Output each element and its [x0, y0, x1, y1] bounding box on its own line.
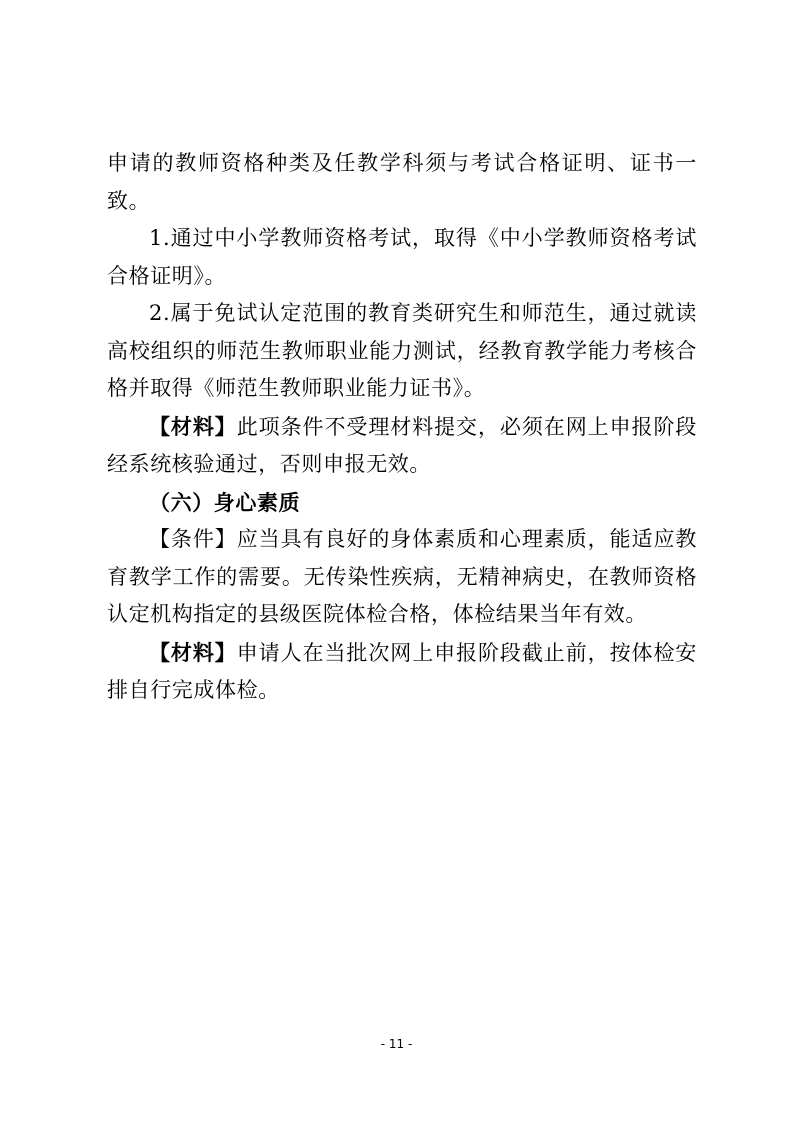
- section-heading-health: [107, 484, 697, 522]
- materials-label: 【材料】: [149, 413, 237, 439]
- paragraph-conditions: [107, 521, 697, 634]
- paragraph-subject-consistency: [107, 145, 697, 220]
- document-body: [107, 145, 697, 710]
- page-number: - 11 -: [380, 1037, 413, 1051]
- paragraph-item-1: [107, 220, 697, 295]
- materials-label: 【材料】: [149, 639, 237, 665]
- paragraph-materials-2: [107, 634, 697, 710]
- paragraph-text: 申请人在当批次网上申报阶段截止前，按体检安排自行完成体检。: [107, 640, 697, 702]
- section-heading-text: （六）身心素质: [149, 489, 301, 515]
- paragraph-text: 2.属于免试认定范围的教育类研究生和师范生，通过就读高校组织的师范生教师职业能力测试，经教育教学能力考核合格并取得《师范生教师职业能力证书》。: [107, 301, 697, 400]
- paragraph-materials-1: [107, 408, 697, 484]
- paragraph-text: 此项条件不受理材料提交，必须在网上申报阶段经系统核验通过，否则申报无效。: [107, 414, 697, 476]
- paragraph-item-2: [107, 295, 697, 408]
- paragraph-text: 申请的教师资格种类及任教学科须与考试合格证明、证书一致。: [107, 151, 697, 213]
- paragraph-text: 应当具有良好的身体素质和心理素质，能适应教育教学工作的需要。无传染性疾病，无精神病史，在教师资格认定机构指定的县级医院体检合格，体检结果当年有效。: [107, 527, 697, 626]
- paragraph-text: 1.通过中小学教师资格考试，取得《中小学教师资格考试合格证明》。: [107, 226, 697, 288]
- conditions-label: 【条件】: [149, 527, 237, 551]
